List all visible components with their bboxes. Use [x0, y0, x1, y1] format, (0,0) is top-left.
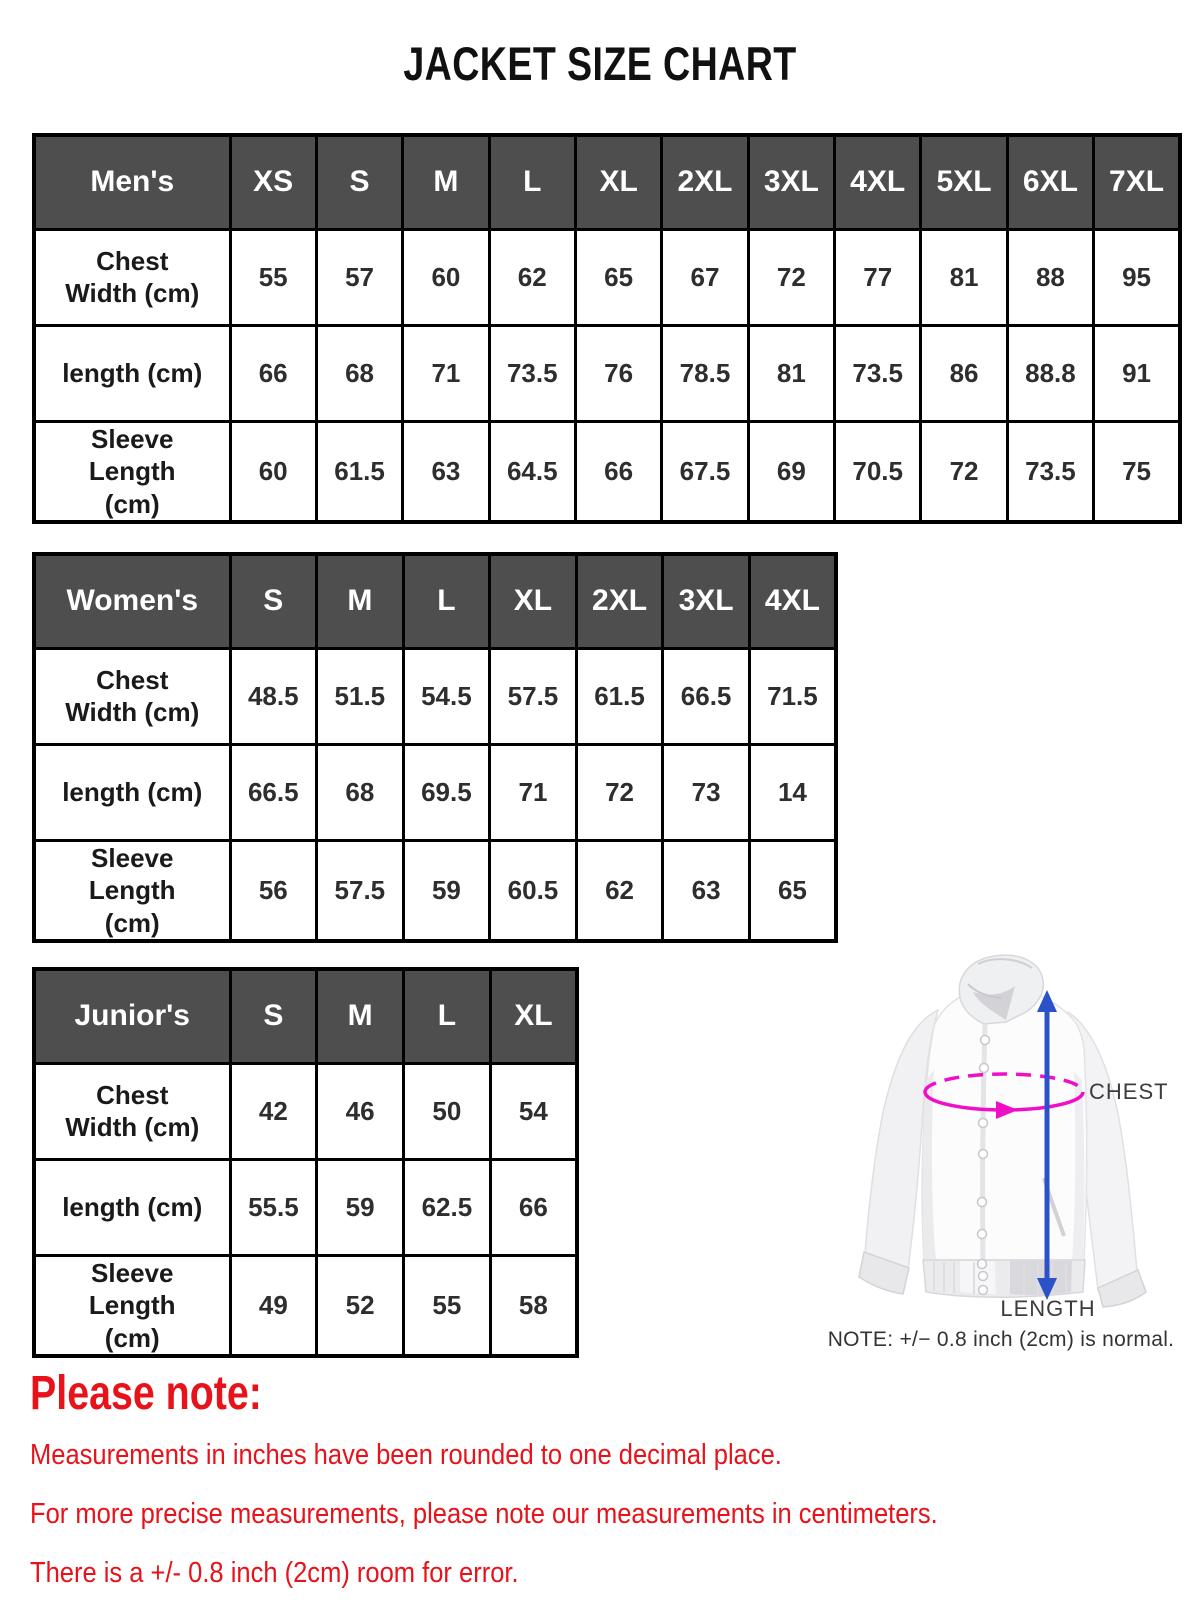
please-note-section: [30, 1366, 1170, 1610]
juniors-size-table: [32, 967, 579, 1358]
value-cell: 71: [403, 325, 489, 421]
value-cell: 59: [403, 840, 490, 941]
value-cell: 67.5: [662, 421, 748, 522]
note-line-2: For more precise measurements, please note our measurements in centimeters.: [30, 1498, 938, 1530]
row-label-cell: Sleeve Length (cm): [34, 840, 230, 941]
value-cell: 66: [575, 421, 661, 522]
value-cell: 63: [403, 421, 489, 522]
size-header-cell: XL: [490, 554, 577, 648]
size-header-cell: S: [230, 969, 317, 1063]
group-header-cell: Men's: [34, 135, 230, 229]
value-cell: 68: [317, 744, 404, 840]
size-header-cell: L: [403, 554, 490, 648]
value-cell: 65: [749, 840, 836, 941]
header-row: [34, 554, 836, 648]
value-cell: 73.5: [835, 325, 921, 421]
chest-measure-label: CHEST: [1089, 1079, 1169, 1104]
size-header-cell: 7XL: [1094, 135, 1180, 229]
header-row: [34, 969, 577, 1063]
table-row: [34, 1159, 577, 1255]
womens-size-table: [32, 552, 838, 943]
value-cell: 55: [230, 229, 316, 325]
value-cell: 81: [921, 229, 1007, 325]
value-cell: 61.5: [576, 648, 663, 744]
group-header-cell: Junior's: [34, 969, 230, 1063]
size-header-cell: L: [489, 135, 575, 229]
jacket-placket: [983, 1024, 985, 1260]
value-cell: 72: [748, 229, 834, 325]
value-cell: 61.5: [316, 421, 402, 522]
value-cell: 50: [404, 1063, 491, 1159]
value-cell: 78.5: [662, 325, 748, 421]
value-cell: 95: [1094, 229, 1180, 325]
size-header-cell: M: [317, 969, 404, 1063]
value-cell: 63: [663, 840, 750, 941]
size-header-cell: 2XL: [662, 135, 748, 229]
value-cell: 60: [403, 229, 489, 325]
row-label-cell: length (cm): [34, 744, 230, 840]
value-cell: 68: [316, 325, 402, 421]
value-cell: 76: [575, 325, 661, 421]
size-header-cell: M: [403, 135, 489, 229]
please-note-heading: Please note:: [30, 1367, 262, 1420]
value-cell: 62: [489, 229, 575, 325]
value-cell: 67: [662, 229, 748, 325]
value-cell: 54: [490, 1063, 577, 1159]
value-cell: 73: [663, 744, 750, 840]
value-cell: 46: [317, 1063, 404, 1159]
figure-tolerance-note: NOTE: +/− 0.8 inch (2cm) is normal.: [827, 1328, 1175, 1351]
value-cell: 62: [576, 840, 663, 941]
value-cell: 62.5: [404, 1159, 491, 1255]
value-cell: 59: [317, 1159, 404, 1255]
row-label-cell: Chest Width (cm): [34, 648, 230, 744]
jacket-measurement-figure: [810, 940, 1190, 1360]
value-cell: 69.5: [403, 744, 490, 840]
row-label-cell: Chest Width (cm): [34, 1063, 230, 1159]
table-row: [34, 840, 836, 941]
size-header-cell: 2XL: [576, 554, 663, 648]
value-cell: 57: [316, 229, 402, 325]
table-row: [34, 229, 1180, 325]
value-cell: 65: [575, 229, 661, 325]
header-row: [34, 135, 1180, 229]
page-title: JACKET SIZE CHART: [403, 37, 797, 90]
value-cell: 56: [230, 840, 317, 941]
value-cell: 42: [230, 1063, 317, 1159]
table-row: [34, 1063, 577, 1159]
value-cell: 71: [490, 744, 577, 840]
table-row: [34, 325, 1180, 421]
size-header-cell: 3XL: [663, 554, 750, 648]
value-cell: 66: [490, 1159, 577, 1255]
mens-size-table: [32, 133, 1182, 524]
value-cell: 72: [921, 421, 1007, 522]
row-label-cell: Sleeve Length (cm): [34, 421, 230, 522]
size-header-cell: M: [317, 554, 404, 648]
value-cell: 71.5: [749, 648, 836, 744]
value-cell: 60.5: [490, 840, 577, 941]
value-cell: 48.5: [230, 648, 317, 744]
note-line-1: Measurements in inches have been rounded to one decimal place.: [30, 1439, 782, 1471]
value-cell: 75: [1094, 421, 1180, 522]
table-row: [34, 744, 836, 840]
value-cell: 66.5: [230, 744, 317, 840]
value-cell: 73.5: [1007, 421, 1093, 522]
value-cell: 70.5: [835, 421, 921, 522]
size-header-cell: 6XL: [1007, 135, 1093, 229]
size-header-cell: 4XL: [749, 554, 836, 648]
size-header-cell: L: [404, 969, 491, 1063]
value-cell: 54.5: [403, 648, 490, 744]
value-cell: 64.5: [489, 421, 575, 522]
group-header-cell: Women's: [34, 554, 230, 648]
value-cell: 58: [490, 1255, 577, 1356]
value-cell: 14: [749, 744, 836, 840]
jacket-illustration: [810, 940, 1190, 1330]
value-cell: 55.5: [230, 1159, 317, 1255]
value-cell: 91: [1094, 325, 1180, 421]
value-cell: 88.8: [1007, 325, 1093, 421]
size-header-cell: S: [230, 554, 317, 648]
table-row: [34, 648, 836, 744]
row-label-cell: Sleeve Length (cm): [34, 1255, 230, 1356]
size-header-cell: S: [316, 135, 402, 229]
value-cell: 52: [317, 1255, 404, 1356]
value-cell: 86: [921, 325, 1007, 421]
value-cell: 72: [576, 744, 663, 840]
value-cell: 77: [835, 229, 921, 325]
value-cell: 81: [748, 325, 834, 421]
row-label-cell: length (cm): [34, 1159, 230, 1255]
size-header-cell: 4XL: [835, 135, 921, 229]
value-cell: 49: [230, 1255, 317, 1356]
value-cell: 66: [230, 325, 316, 421]
length-measure-label: LENGTH: [1000, 1296, 1096, 1321]
value-cell: 73.5: [489, 325, 575, 421]
size-header-cell: 3XL: [748, 135, 834, 229]
value-cell: 57.5: [490, 648, 577, 744]
size-header-cell: XL: [490, 969, 577, 1063]
size-header-cell: 5XL: [921, 135, 1007, 229]
value-cell: 60: [230, 421, 316, 522]
value-cell: 55: [404, 1255, 491, 1356]
table-row: [34, 421, 1180, 522]
jacket-body: [922, 987, 1087, 1260]
row-label-cell: length (cm): [34, 325, 230, 421]
value-cell: 88: [1007, 229, 1093, 325]
row-label-cell: Chest Width (cm): [34, 229, 230, 325]
size-header-cell: XS: [230, 135, 316, 229]
note-line-3: There is a +/- 0.8 inch (2cm) room for error.: [30, 1557, 519, 1589]
value-cell: 66.5: [663, 648, 750, 744]
value-cell: 57.5: [317, 840, 404, 941]
table-row: [34, 1255, 577, 1356]
value-cell: 69: [748, 421, 834, 522]
size-header-cell: XL: [575, 135, 661, 229]
value-cell: 51.5: [317, 648, 404, 744]
